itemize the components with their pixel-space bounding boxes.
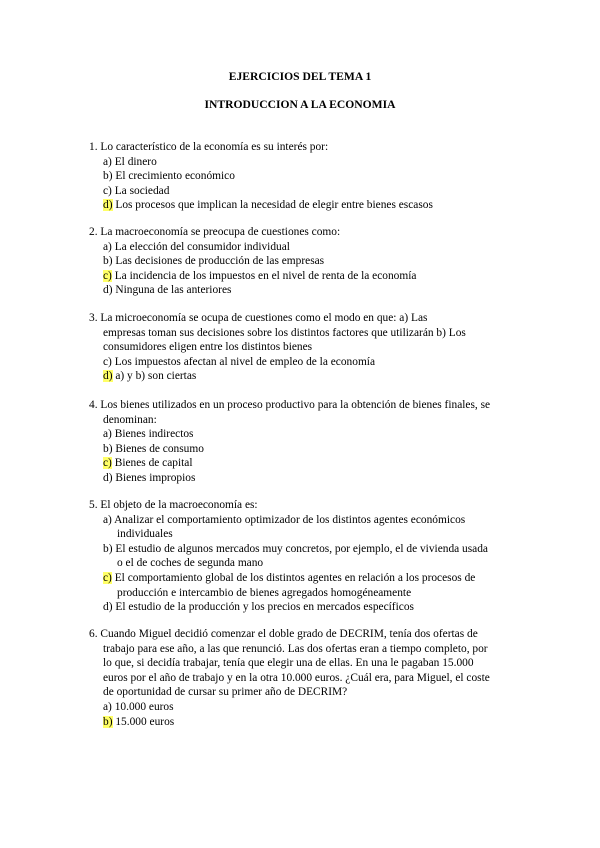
option-b: b) Las decisiones de producción de las empresas xyxy=(103,255,325,268)
option-a: a) 10.000 euros xyxy=(103,700,174,713)
question-6 xyxy=(89,627,519,729)
option-b: b) El estudio de algunos mercados muy concretos, por ejemplo, el de vivienda usada o el de coches de segunda mano xyxy=(103,542,488,570)
option-a: a) La elección del consumidor individual xyxy=(103,240,290,253)
question-text: Lo característico de la economía es su interés por: xyxy=(100,141,329,153)
answer-highlight: d) xyxy=(103,370,113,383)
question-text-line: denominan: xyxy=(103,413,157,426)
answer-highlight: c) xyxy=(103,571,112,584)
option-c: c) Los impuestos afectan al nivel de empleo de la economía xyxy=(103,355,376,368)
option-a: a) Bienes indirectos xyxy=(103,428,194,441)
option-c: c) La sociedad xyxy=(103,184,170,197)
question-text-line: empresas toman sus decisiones sobre los distintos factores que utilizarán b) Los xyxy=(103,326,466,339)
option-c: c) Bienes de capital xyxy=(103,457,193,470)
question-number: 3. xyxy=(89,312,98,324)
question-text: Los bienes utilizados en un proceso productivo para la obtención de bienes finales, se xyxy=(100,399,491,411)
option-c: c) El comportamiento global de los distintos agentes en relación a los procesos de producción e intercambio de bienes agregados homogéneamente xyxy=(103,571,476,599)
answer-highlight: b) xyxy=(103,715,113,728)
question-text: La microeconomía se ocupa de cuestiones como el modo en que: a) Las xyxy=(100,312,428,324)
question-text-line: consumidores eligen entre los distintos bienes xyxy=(103,341,313,354)
option-c: c) La incidencia de los impuestos en el nivel de renta de la economía xyxy=(103,269,417,282)
question-3 xyxy=(89,311,519,384)
question-text: La macroeconomía se preocupa de cuestiones como: xyxy=(100,226,341,238)
question-text-line: lo que, si decidía trabajar, tenía que elegir una de ellas. En una le pagaban 15.000 xyxy=(103,657,474,670)
option-d: d) El estudio de la producción y los precios en mercados específicos xyxy=(103,601,414,614)
question-text-line: de oportunidad de cursar su primer año de DECRIM? xyxy=(103,686,348,699)
question-number: 2. xyxy=(89,226,98,238)
question-text-line: euros por el año de trabajo y en la otra 10.000 euros. ¿Cuál era, para Miguel, el coste xyxy=(103,671,490,684)
option-b: b) Bienes de consumo xyxy=(103,442,204,455)
option-d: d) a) y b) son ciertas xyxy=(103,370,197,383)
question-4 xyxy=(89,398,519,486)
option-d: d) Los procesos que implican la necesidad de elegir entre bienes escasos xyxy=(103,199,433,212)
question-text-line: trabajo para ese año, a las que renunció. Las dos ofertas eran a tiempo completo, por xyxy=(103,642,488,655)
question-1 xyxy=(89,140,519,213)
question-number: 1. xyxy=(89,141,98,153)
question-number: 6. xyxy=(89,628,98,640)
question-text: El objeto de la macroeconomía es: xyxy=(100,499,258,511)
document-title: EJERCICIOS DEL TEMA 1 xyxy=(228,70,372,83)
option-a: a) Analizar el comportamiento optimizador de los distintos agentes económicos individuales xyxy=(103,513,466,541)
option-b: b) 15.000 euros xyxy=(103,715,175,728)
option-d: d) Bienes impropios xyxy=(103,471,196,484)
document-subtitle: INTRODUCCION A LA ECONOMIA xyxy=(204,98,396,111)
answer-highlight: c) xyxy=(103,269,112,282)
answer-highlight: d) xyxy=(103,199,113,212)
question-text: Cuando Miguel decidió comenzar el doble grado de DECRIM, tenía dos ofertas de xyxy=(100,628,478,640)
question-number: 5. xyxy=(89,499,98,511)
option-d: d) Ninguna de las anteriores xyxy=(103,284,232,297)
question-5 xyxy=(89,498,519,615)
option-a: a) El dinero xyxy=(103,155,157,168)
question-number: 4. xyxy=(89,399,98,411)
answer-highlight: c) xyxy=(103,457,112,470)
question-2 xyxy=(89,225,519,298)
option-b: b) El crecimiento económico xyxy=(103,170,235,183)
